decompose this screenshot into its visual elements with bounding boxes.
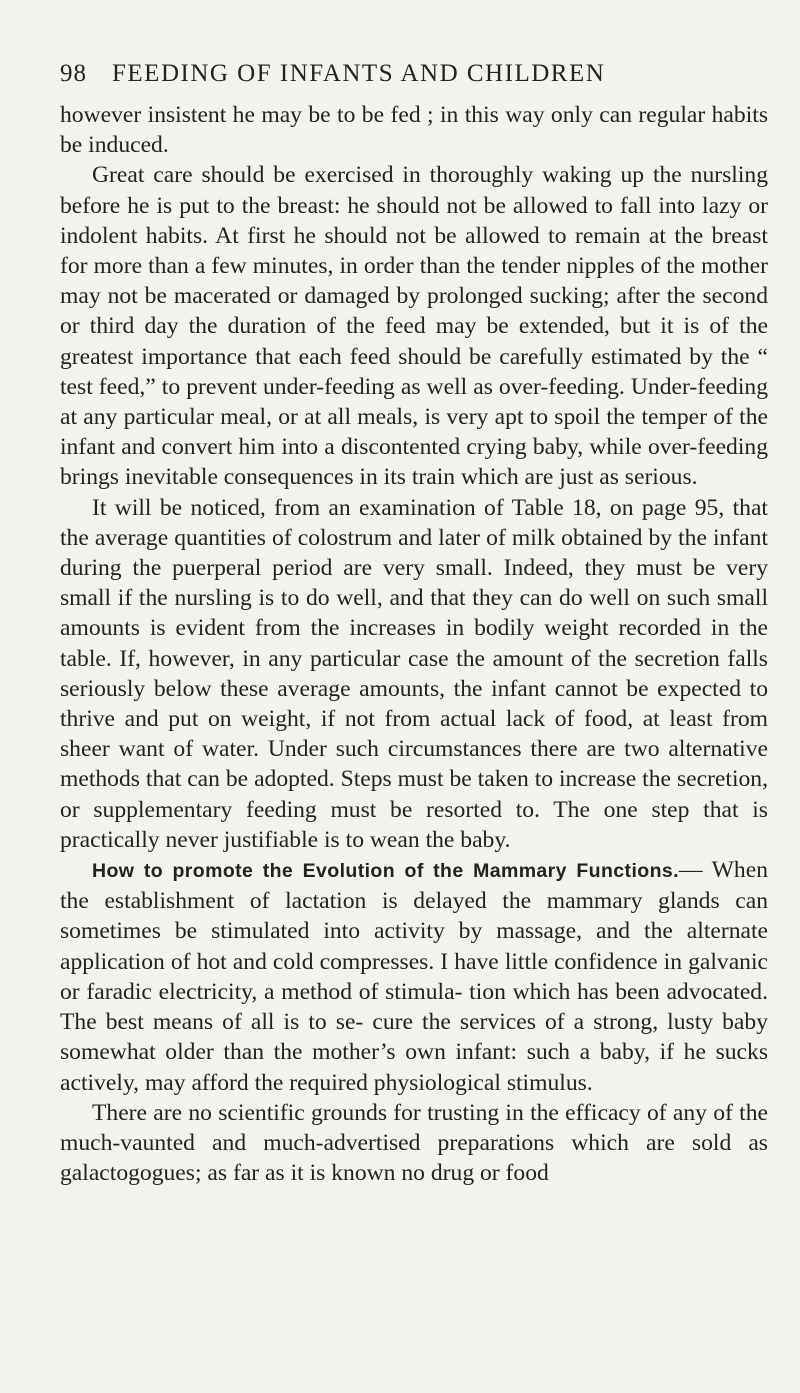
section-first-paragraph: When the establishment of lactation is delayed the mammary glands can sometimes be stimulated into activity by massage, and the alternate application of hot and cold compresses. I have little confidence in galvanic or faradic electricity, a method of stimula- tion which has been advocated. The best means of all is to se- cure the services of a strong, lusty baby somewhat older than the mother’s own infant: such a baby, if he sucks actively, may afford the required physiological stimulus. xyxy=(60,857,768,1096)
running-head xyxy=(60,60,768,100)
body-text xyxy=(60,100,768,1188)
running-title: FEEDING OF INFANTS AND CHILDREN xyxy=(112,60,606,87)
section-heading: How to promote the Evolution of the Mammary Functions. xyxy=(92,860,679,883)
book-page xyxy=(60,60,768,1188)
paragraph-nursling-care: Great care should be exercised in thoroughly waking up the nursling before he is put to the breast: he should not be allowed to fall into lazy or indolent habits. At first he should not be allowed to remain at the breast for more than a few minutes, in order than the tender nipples of the mother may not be macerated or damaged by prolonged sucking; after the second or third day the duration of the feed may be extended, but it is of the greatest importance that each feed should be carefully estimated by the “ test feed,” to prevent under-feeding as well as over-feeding. Under-feeding at any particular meal, or at all meals, is very apt to spoil the temper of the infant and convert him into a discontented crying baby, while over-feeding brings inevitable consequences in its train which are just as serious. xyxy=(60,162,768,491)
paragraph-table-18: It will be noticed, from an examination of Table 18, on page 95, that the average quantities of colostrum and later of milk obtained by the infant during the puerperal period are very small. Indeed, they must be very small if the nursling is to do well, and that they can do well on such small amounts is evident from the increases in bodily weight recorded in the table. If, however, in any particular case the amount of the secretion falls seriously below these average amounts, the infant cannot be expected to thrive and put on weight, if not from actual lack of food, at least from sheer want of water. Under such circumstances there are two alternative methods that can be adopted. Steps must be taken to increase the secretion, or supplementary feeding must be resorted to. The one step that is practically never justifiable is to wean the baby. xyxy=(60,494,768,853)
paragraph-continued: however insistent he may be to be fed ; in this way only can regular habits be induced. xyxy=(60,102,768,159)
page-number: 98 xyxy=(60,60,87,87)
paragraph-galactogogues: There are no scientific grounds for trusting in the efficacy of any of the much-vaunted and much-advertised preparations which are sold as galactogogues; as far as it is known no drug or food xyxy=(60,1099,768,1187)
paragraph-mammary-functions xyxy=(60,855,768,1098)
section-heading-dash: — xyxy=(678,857,703,884)
